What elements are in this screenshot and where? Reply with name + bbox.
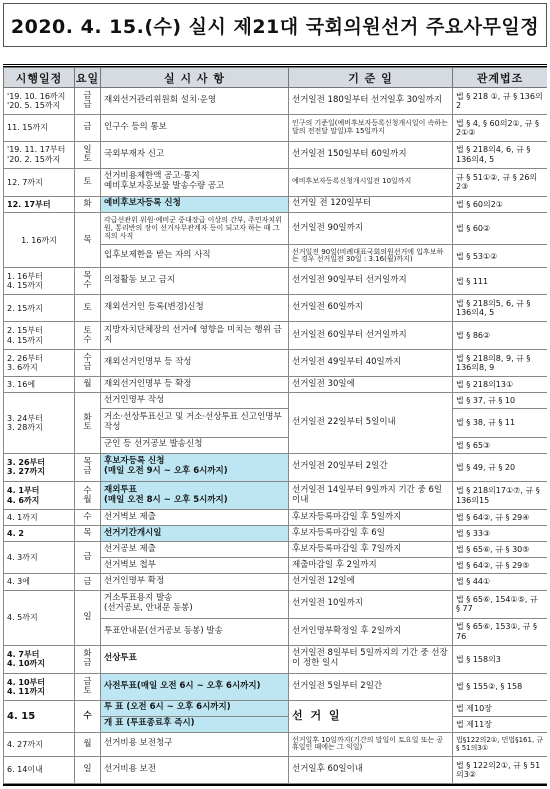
task-cell: 의정활동 보고 금지 xyxy=(101,268,289,295)
date-cell: 3. 16에 xyxy=(4,377,75,393)
basis-cell: 선거일전 150일부터 60일까지 xyxy=(289,141,453,168)
date-cell: 4. 1까지 xyxy=(4,510,75,526)
basis-cell: 예비후보자등록신청개시일전 10일까지 xyxy=(289,168,453,196)
schedule-table xyxy=(3,67,547,784)
basis-cell: 선거일전 30일에 xyxy=(289,377,453,393)
law-cell: 법 § 4, § 60의2①, 규 § 2①② xyxy=(453,114,548,141)
law-cell: 법 § 53①② xyxy=(453,245,548,268)
task-cell: 선거공보 제출 xyxy=(101,542,289,558)
day-cell: 수 금 xyxy=(75,350,101,377)
day-cell: 토 xyxy=(75,168,101,196)
task-cell: 사전투표(매일 오전 6시 ~ 오후 6시까지) xyxy=(101,674,289,701)
basis-cell: 선거인명부확정일 후 2일까지 xyxy=(289,618,453,645)
basis-cell: 선거일전 20일부터 2일간 xyxy=(289,453,453,481)
law-cell: 법 § 37, 규 § 10 xyxy=(453,393,548,409)
basis-cell: 후보자등록마감일 후 5일까지 xyxy=(289,510,453,526)
task-cell: 선거벽보 첩부 xyxy=(101,558,289,574)
basis-cell: 선거일후 10일까지(기간의 말일이 토요일 또는 공휴일인 때에는 그 익일) xyxy=(289,732,453,756)
date-cell: 12. 7까지 xyxy=(4,168,75,196)
table-row xyxy=(4,453,548,481)
day-cell: 목 xyxy=(75,212,101,267)
task-cell: 선거인명부 작성 xyxy=(101,393,289,409)
law-cell: 법 § 65⑥, 154①⑤, 규 § 77 xyxy=(453,590,548,618)
law-cell: 법 제10장 xyxy=(453,700,548,716)
law-cell: 법 § 218의8, 9, 규 § 136의8, 9 xyxy=(453,350,548,377)
table-row xyxy=(4,645,548,673)
basis-cell: 선거일전 60일까지 xyxy=(289,295,453,322)
date-cell: 4. 5까지 xyxy=(4,590,75,645)
basis-cell: 선거일전 10일까지 xyxy=(289,590,453,618)
law-cell: 법 § 218의5, 6, 규 § 136의4, 5 xyxy=(453,295,548,322)
law-cell: 법 § 38, 규 § 11 xyxy=(453,409,548,437)
date-cell: 4. 15 xyxy=(4,700,75,732)
basis-cell: 인구의 기준일(예비후보자등록신청개시일이 속하는 달의 전전달 말일)후 15일까지 xyxy=(289,114,453,141)
basis-cell: 선거일전 12일에 xyxy=(289,574,453,590)
header-day: 요일 xyxy=(75,68,101,88)
law-cell: 법 § 218의13① xyxy=(453,377,548,393)
table-row xyxy=(4,510,548,526)
date-cell: 4. 1부터 4. 6까지 xyxy=(4,482,75,510)
task-cell: 투표안내문(선거공보 동봉) 발송 xyxy=(101,618,289,645)
law-cell: 법 § 111 xyxy=(453,268,548,295)
date-cell: '19. 10. 16까지 '20. 5. 15까지 xyxy=(4,88,75,115)
basis-cell: 선거일후 60일이내 xyxy=(289,756,453,783)
task-cell: 재외선거인 등록(변경)신청 xyxy=(101,295,289,322)
task-cell: 선거비용 보전 xyxy=(101,756,289,783)
day-cell: 토 xyxy=(75,295,101,322)
day-cell: 화 금 xyxy=(75,645,101,673)
law-cell: 법 § 65⑥, 규 § 30⑤ xyxy=(453,542,548,558)
date-cell: 6. 14이내 xyxy=(4,756,75,783)
day-cell: 금 xyxy=(75,114,101,141)
table-row xyxy=(4,196,548,212)
task-cell: 재외투표 (매일 오전 8시 ~ 오후 5시까지) xyxy=(101,482,289,510)
table-row xyxy=(4,212,548,245)
task-cell: 군인 등 선거공보 발송신청 xyxy=(101,437,289,453)
law-cell: 법 § 49, 규 § 20 xyxy=(453,453,548,481)
day-cell: 월 xyxy=(75,732,101,756)
table-row xyxy=(4,674,548,701)
day-cell: 목 금 xyxy=(75,453,101,481)
task-cell: 선거기간개시일 xyxy=(101,526,289,542)
day-cell: 목 xyxy=(75,526,101,542)
table-row xyxy=(4,590,548,618)
law-cell: 법 § 218의17①⑦, 규 § 136의15 xyxy=(453,482,548,510)
table-row xyxy=(4,350,548,377)
day-cell: 금 금 xyxy=(75,88,101,115)
day-cell: 일 xyxy=(75,590,101,645)
law-cell: 법 § 64②, 규 § 29⑤ xyxy=(453,558,548,574)
table-row xyxy=(4,526,548,542)
table-row xyxy=(4,88,548,115)
table-row xyxy=(4,756,548,783)
date-cell: 1. 16까지 xyxy=(4,212,75,267)
date-cell: 4. 2 xyxy=(4,526,75,542)
date-cell: 3. 26부터 3. 27까지 xyxy=(4,453,75,481)
task-cell: 후보자등록 신청 (매일 오전 9시 ~ 오후 6시까지) xyxy=(101,453,289,481)
basis-cell: 선거일전 90일(비례대표국회의원선거에 입후보하는 경우 선거일전 30일 : 3.16(월)까지) xyxy=(289,245,453,268)
header-task: 실 시 사 항 xyxy=(101,68,289,88)
date-cell: 4. 10부터 4. 11까지 xyxy=(4,674,75,701)
date-cell: '19. 11. 17부터 '20. 2. 15까지 xyxy=(4,141,75,168)
basis-cell: 선거일전 8일부터 5일까지의 기간 중 선장이 정한 일시 xyxy=(289,645,453,673)
header-basis: 기 준 일 xyxy=(289,68,453,88)
basis-cell: 선거일전 60일부터 선거일까지 xyxy=(289,322,453,350)
basis-cell: 선거일 전 120일부터 xyxy=(289,196,453,212)
task-cell: 재외선거관리위원회 설치·운영 xyxy=(101,88,289,115)
task-cell: 선상투표 xyxy=(101,645,289,673)
basis-cell: 후보자등록마감일 후 7일까지 xyxy=(289,542,453,558)
law-cell: 법 제11장 xyxy=(453,716,548,732)
basis-cell: 선거일전 14일부터 9일까지 기간 중 6일 이내 xyxy=(289,482,453,510)
header-date: 시행일정 xyxy=(4,68,75,88)
day-cell: 일 xyxy=(75,756,101,783)
table-row xyxy=(4,732,548,756)
day-cell: 화 xyxy=(75,196,101,212)
basis-cell: 선거일전 90일까지 xyxy=(289,212,453,245)
law-cell: 법 § 33③ xyxy=(453,526,548,542)
date-cell: 3. 24부터 3. 28까지 xyxy=(4,393,75,453)
task-cell: 국외부재자 신고 xyxy=(101,141,289,168)
day-cell: 금 xyxy=(75,574,101,590)
table-row xyxy=(4,574,548,590)
task-cell: 선거벽보 제출 xyxy=(101,510,289,526)
table-row xyxy=(4,141,548,168)
law-cell: 법 § 155②, § 158 xyxy=(453,674,548,701)
task-cell: 개 표 (투표종료후 즉시) xyxy=(101,716,289,732)
task-cell: 투 표 (오전 6시 ~ 오후 6시까지) xyxy=(101,700,289,716)
task-cell: 예비후보자등록 신청 xyxy=(101,196,289,212)
table-row xyxy=(4,295,548,322)
day-cell: 목 수 xyxy=(75,268,101,295)
date-cell: 4. 3까지 xyxy=(4,542,75,574)
date-cell: 2. 15부터 4. 15까지 xyxy=(4,322,75,350)
page-title: 2020. 4. 15.(수) 실시 제21대 국회의원선거 주요사무일정 xyxy=(3,3,547,47)
date-cell: 2. 15까지 xyxy=(4,295,75,322)
task-cell: 선거비용제한액 공고·통지 예비후보자홍보물 발송수량 공고 xyxy=(101,168,289,196)
law-cell: 법 § 86② xyxy=(453,322,548,350)
schedule-table-container xyxy=(3,64,547,786)
task-cell: 지방자치단체장의 선거에 영향을 미치는 행위 금지 xyxy=(101,322,289,350)
date-cell: 1. 16부터 4. 15까지 xyxy=(4,268,75,295)
day-cell: 수 xyxy=(75,510,101,526)
header-law: 관계법조 xyxy=(453,68,548,88)
basis-cell: 선거일전 90일부터 선거일까지 xyxy=(289,268,453,295)
task-cell: 선거비용 보전청구 xyxy=(101,732,289,756)
basis-cell: 선거일전 49일부터 40일까지 xyxy=(289,350,453,377)
law-cell: 법 § 218 ①, 규 § 136의2 xyxy=(453,88,548,115)
task-cell: 재외선거인명부 등 확정 xyxy=(101,377,289,393)
law-cell: 규 § 51①②, 규 § 26의2③ xyxy=(453,168,548,196)
law-cell: 법 § 218의4, 6, 규 § 136의4, 5 xyxy=(453,141,548,168)
basis-cell: 선거일전 180일부터 선거일후 30일까지 xyxy=(289,88,453,115)
day-cell: 금 토 xyxy=(75,674,101,701)
day-cell: 수 xyxy=(75,700,101,732)
law-cell: 법 § 122의2①, 규 § 51의3② xyxy=(453,756,548,783)
basis-cell: 선거일전 22일부터 5일이내 xyxy=(289,393,453,453)
table-row xyxy=(4,268,548,295)
basis-cell: 후보자등록마감일 후 6일 xyxy=(289,526,453,542)
day-cell: 화 토 xyxy=(75,393,101,453)
table-row xyxy=(4,377,548,393)
law-cell: 법§122의2①, 민법§161, 규 § 51의3① xyxy=(453,732,548,756)
table-row xyxy=(4,700,548,716)
law-cell: 법 § 60② xyxy=(453,212,548,245)
task-cell: 인구수 등의 통보 xyxy=(101,114,289,141)
date-cell: 12. 17부터 xyxy=(4,196,75,212)
basis-cell: 제출마감일 후 2일까지 xyxy=(289,558,453,574)
date-cell: 4. 27까지 xyxy=(4,732,75,756)
law-cell: 법 § 60의2① xyxy=(453,196,548,212)
date-cell: 4. 3에 xyxy=(4,574,75,590)
table-row xyxy=(4,393,548,409)
table-header-row xyxy=(4,68,548,88)
basis-cell: 선 거 일 xyxy=(289,700,453,732)
table-row xyxy=(4,114,548,141)
day-cell: 일 토 xyxy=(75,141,101,168)
task-cell: 선거인명부 확정 xyxy=(101,574,289,590)
task-cell: 거소투표용지 발송 (선거공보, 안내문 동봉) xyxy=(101,590,289,618)
law-cell: 법 § 65③ xyxy=(453,437,548,453)
table-row xyxy=(4,322,548,350)
date-cell: 2. 26부터 3. 6까지 xyxy=(4,350,75,377)
day-cell: 토 수 xyxy=(75,322,101,350)
law-cell: 법 § 64②, 규 § 29④ xyxy=(453,510,548,526)
task-cell: 재외선거인명부 등 작성 xyxy=(101,350,289,377)
day-cell: 월 xyxy=(75,377,101,393)
date-cell: 11. 15까지 xyxy=(4,114,75,141)
law-cell: 법 § 158의3 xyxy=(453,645,548,673)
table-row xyxy=(4,542,548,558)
date-cell: 4. 7부터 4. 10까지 xyxy=(4,645,75,673)
day-cell: 금 xyxy=(75,542,101,574)
law-cell: 법 § 65⑥, 153①, 규 § 76 xyxy=(453,618,548,645)
table-row xyxy=(4,482,548,510)
task-cell: 거소·선상투표신고 및 거소·선상투표 신고인명부 작성 xyxy=(101,409,289,437)
law-cell: 법 § 44① xyxy=(453,574,548,590)
basis-cell: 선거일전 5일부터 2일간 xyxy=(289,674,453,701)
day-cell: 수 월 xyxy=(75,482,101,510)
task-cell: 입후보제한을 받는 자의 사직 xyxy=(101,245,289,268)
table-row xyxy=(4,168,548,196)
task-cell: 각급선관위 위원·예비군 중대장급 이상의 간부, 주민자치위원, 통리반의 장이 선거사무관계자 등이 되고자 하는 때 그 직의 사직 xyxy=(101,212,289,245)
